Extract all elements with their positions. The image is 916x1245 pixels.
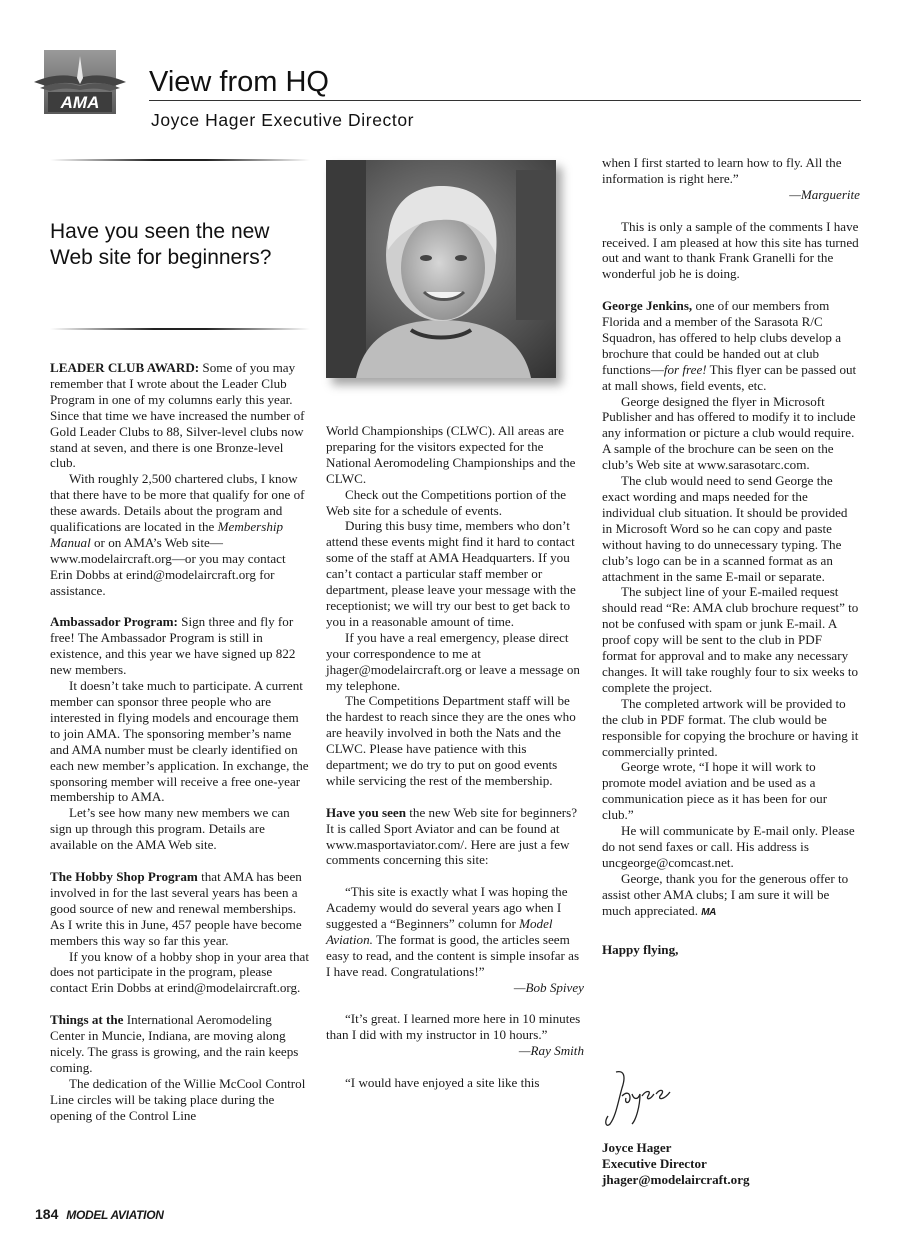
paragraph: World Championships (CLWC). All areas are preparing for the visitors expected for the National Aeromodeling Championships and the CLWC. — [326, 423, 576, 486]
paragraph: The club would need to send George the exact wording and maps needed for the individual club situation. It should be provided in Microsoft Word so he can copy and paste without having to do unnecessary typing. The club’s logo can be in a scanned format as an attachment in the same E-mail or separate. — [602, 473, 848, 584]
page-number: 184 — [35, 1206, 59, 1222]
paragraph: Check out the Competitions portion of the Web site for a schedule of events. — [326, 486, 567, 518]
paragraph: Ambassador Program: Sign three and fly for free! The Ambassador Program is still in existence, and this year we have signed up 822 new members. — [50, 614, 296, 678]
paragraph: If you know of a hobby shop in your area that does not participate in the program, please contact Erin Dobbs at erind@modelaircraft.org. — [50, 948, 309, 996]
quote: when I first started to learn how to fly. All the information is right here.” — [602, 155, 842, 186]
portrait-illustration — [326, 160, 556, 378]
byline: Joyce Hager Executive Director — [151, 110, 415, 130]
author-email: jhager@modelaircraft.org — [602, 1171, 750, 1187]
pullquote-bottom-rule — [50, 328, 310, 330]
ama-logo — [34, 48, 126, 116]
paragraph: If you have a real emergency, please direct your correspondence to me at jhager@modelaircraft.org or leave a message on my telephone. — [326, 629, 580, 693]
paragraph: Have you seen the new Web site for beginners? It is called Sport Aviator and can be found at www.masportaviator.com/. Here are just a few comments concerning this site: — [326, 804, 578, 868]
paragraph: LEADER CLUB AWARD: Some of you may remember that I wrote about the Leader Club Program in one of my columns early this year. Since that time we have increased the number of Gold Leader Clubs to 88, Silver-level clubs now stand at seven, and there is one Bronze-level club. — [50, 360, 305, 471]
pullquote-top-rule — [50, 159, 310, 161]
paragraph: George Jenkins, one of our members from Florida and a member of the Sarasota R/C Squadron, has offered to help clubs develop a brochure that could be handed out at club functions—for free! This flyer can be passed out at mall shows, field events, etc. — [602, 298, 857, 393]
paragraph: The subject line of your E-mailed request should read “Re: AMA club brochure request” to not be confused with spam or junk E-mail. A proof copy will be sent to the club in PDF format for approval and to make any necessary changes. It will take roughly four to six weeks to complete the project. — [602, 584, 859, 695]
portrait-photo — [326, 160, 556, 378]
paragraph: George wrote, “I hope it will work to promote model aviation and be used as a communication piece as it has been for our club.” — [602, 759, 828, 823]
signature — [602, 1066, 692, 1130]
paragraph: Let’s see how many new members we can sign up through this program. Details are available on the AMA Web site. — [50, 805, 290, 853]
column-2 — [326, 423, 584, 1091]
paragraph: He will communicate by E-mail only. Please do not send faxes or call. His address is uncgeorge@comcast.net. — [602, 823, 855, 870]
magazine-name: MODEL AVIATION — [66, 1208, 164, 1222]
column-1 — [50, 360, 310, 1123]
paragraph: The Competitions Department staff will be the hardest to reach since they are the ones who are heavily involved in both the Nats and the CLWC. Please have patience with this department; we do try to put on good events while servicing the rest of the membership. — [326, 693, 576, 788]
paragraph: George, thank you for the generous offer to assist other AMA clubs; I am sure it will be much appreciated. MA — [602, 870, 849, 918]
end-mark: MA — [701, 906, 716, 918]
quote: “It’s great. I learned more here in 10 minutes than I did with my instructor in 10 hours.” — [326, 1011, 581, 1043]
svg-text:AMA: AMA — [60, 93, 100, 112]
quote-attribution: —Ray Smith — [518, 1043, 584, 1059]
quote-attribution: —Bob Spivey — [513, 979, 584, 995]
column-3 — [602, 155, 860, 958]
paragraph: The dedication of the Willie McCool Control Line circles will be taking place during the opening of the Control Line — [50, 1075, 306, 1123]
pullquote: Have you seen the new Web site for beginners? — [50, 220, 272, 269]
author-title: Executive Director — [602, 1155, 707, 1171]
closing: Happy flying, — [602, 942, 679, 958]
paragraph: With roughly 2,500 chartered clubs, I know that there have to be more that qualify for one of these awards. Details about the program and qualifications are located in the Membership Manual or on AMA’s Web site—www.modelaircraft.org—or you may contact Erin Dobbs at erind@modelaircraft.org for assistance. — [50, 471, 305, 598]
footer — [35, 1206, 164, 1222]
paragraph: This is only a sample of the comments I have received. I am pleased at how this site has turned out and want to thank Frank Granelli for the wonderful job he is doing. — [602, 218, 859, 282]
paragraph: It doesn’t take much to participate. A current member can sponsor three people who are interested in flying models and encourage them to join AMA. The sponsoring member’s name and AMA number must be clearly identified on each new member’s application. In exchange, the sponsoring member will receive a free one-year membership to AMA. — [50, 678, 309, 805]
paragraph: George designed the flyer in Microsoft Publisher and has offered to modify it to include any information or picture a club would require. A sample of the brochure can be seen on the club’s Web site at www.sarasotarc.com. — [602, 393, 856, 473]
paragraph: The Hobby Shop Program that AMA has been involved in for the last several years has been a good source of new and renewal memberships. As I write this in June, 457 people have become members this way so far this year. — [50, 868, 302, 948]
signoff — [602, 1140, 750, 1188]
paragraph: Things at the International Aeromodeling Center in Muncie, Indiana, are moving along nicely. The grass is growing, and the rain keeps coming. — [50, 1012, 299, 1075]
quote: “I would have enjoyed a site like this — [345, 1075, 540, 1091]
title-rule — [149, 100, 861, 101]
column-title: View from HQ — [149, 66, 329, 98]
paragraph: The completed artwork will be provided to the club in PDF format. The club would be responsible for copying the brochure or having it commercially printed. — [602, 695, 859, 759]
paragraph: During this busy time, members who don’t attend these events might find it hard to contact some of the staff at AMA Headquarters. If you can’t contact a particular staff member or department, please leave your message with the receptionist; we will try our best to get back to you in a reasonable amount of time. — [326, 518, 576, 629]
quote: “This site is exactly what I was hoping the Academy would do several years ago when I suggested a “Beginners” column for Model Aviation. The format is good, the articles seem easy to read, and the content is simple insofar as I have read. Congratulations!” — [326, 884, 580, 979]
author-name: Joyce Hager — [602, 1140, 672, 1155]
quote-attribution: —Marguerite — [789, 186, 860, 202]
